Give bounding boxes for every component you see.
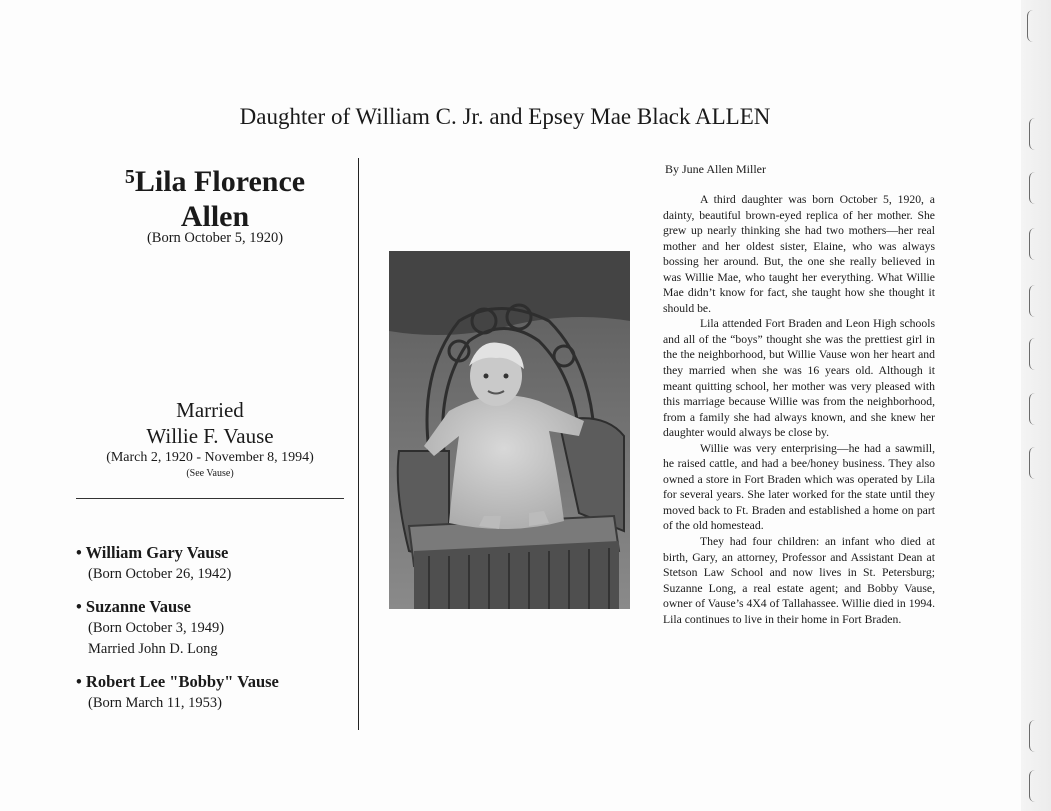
binding-mark bbox=[1027, 10, 1033, 42]
children-list bbox=[76, 542, 356, 725]
binding-mark bbox=[1029, 285, 1035, 317]
generation-number: 5 bbox=[124, 166, 135, 188]
binding-mark bbox=[1029, 393, 1035, 425]
spouse-dates: (March 2, 1920 - November 8, 1994) bbox=[106, 450, 314, 465]
column-divider bbox=[358, 158, 359, 730]
child-entry bbox=[76, 596, 356, 660]
child-name: • Suzanne Vause bbox=[76, 597, 191, 616]
binding-mark bbox=[1029, 172, 1035, 204]
child-photograph bbox=[389, 251, 630, 609]
subject-name-line2: Allen bbox=[180, 200, 250, 233]
child-entry bbox=[76, 671, 356, 714]
story-paragraph: A third daughter was born October 5, 1920, a dainty, beautiful brown-eyed replica of her mother. She grew up nearly thinking she had two mothers—her real mother and her oldest sister, Elaine, who was always bossing her around. But, the one she really believed in was Willie Mae, who taught her everything. What Willie Mae didn’t know for fact, she taught how she thought it should be. bbox=[663, 193, 935, 315]
see-reference: (See Vause) bbox=[186, 468, 234, 479]
story-paragraph: Lila attended Fort Braden and Leon High schools and all of the “boys” thought she was the prettiest girl in the the neighborhood, but Willie Vause won her heart and they married when she was 16 years old. Although it meant quitting school, her mother was very pleased with this marriage because Willie was from the neighborhood, from a family she had always known, and she knew her daughter would always be close by. bbox=[663, 317, 935, 440]
page-header: Daughter of William C. Jr. and Epsey Mae Black ALLEN bbox=[239, 104, 771, 129]
child-entry bbox=[76, 542, 356, 585]
binding-mark bbox=[1029, 228, 1035, 260]
subject-name bbox=[70, 160, 360, 234]
binding-mark bbox=[1029, 720, 1035, 752]
binding-mark bbox=[1029, 338, 1035, 370]
story-text bbox=[663, 192, 935, 627]
married-label: Married bbox=[176, 398, 244, 422]
byline: By June Allen Miller bbox=[665, 162, 766, 176]
subject-name-line1: Lila Florence bbox=[134, 165, 306, 198]
binding-mark bbox=[1029, 118, 1035, 150]
child-name: • William Gary Vause bbox=[76, 543, 229, 562]
child-name: • Robert Lee "Bobby" Vause bbox=[76, 672, 279, 691]
page-edge bbox=[1021, 0, 1051, 811]
child-detail: (Born October 3, 1949) bbox=[88, 620, 225, 636]
child-detail: (Born March 11, 1953) bbox=[88, 695, 222, 711]
story-paragraph: Willie was very enterprising—he had a sawmill, he raised cattle, and had a bee/honey business. They also owned a store in Fort Braden which was operated by Lila for several years. She later worked for the state until they moved back to Ft. Braden and established a home on part of the old homestead. bbox=[663, 441, 935, 533]
child-detail: (Born October 26, 1942) bbox=[88, 566, 232, 582]
subject-birth: (Born October 5, 1920) bbox=[146, 230, 284, 246]
story-paragraph: They had four children: an infant who died at birth, Gary, an attorney, Professor and Assistant Dean at Stetson Law School and now lives in St. Petersburg; Suzanne Long, a real estate agent; and Bobby Vause, owner of Vause’s 4X4 of Tallahassee. Willie died in 1994. Lila continues to live in their home in Fort Braden. bbox=[663, 535, 935, 626]
binding-mark bbox=[1029, 447, 1035, 479]
binding-mark bbox=[1029, 770, 1035, 802]
child-detail: Married John D. Long bbox=[88, 641, 218, 657]
spouse-name: Willie F. Vause bbox=[146, 424, 274, 448]
divider bbox=[76, 498, 344, 499]
